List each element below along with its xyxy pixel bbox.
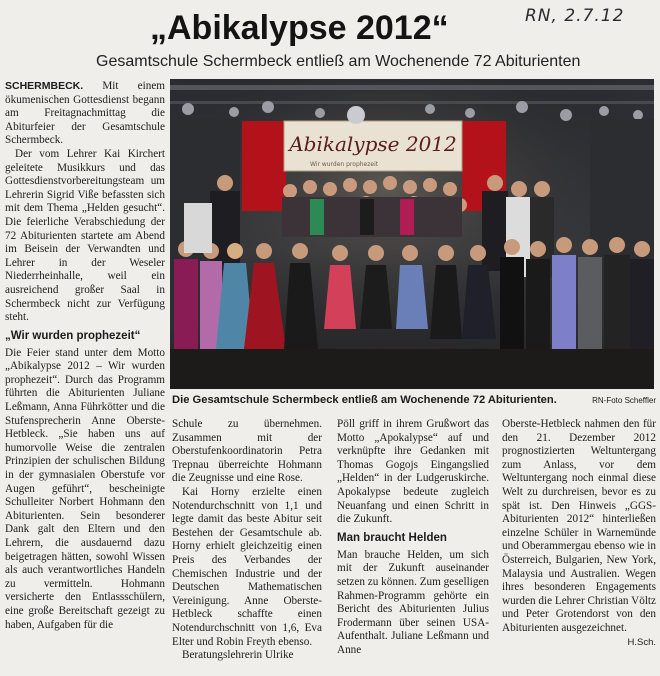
dateline: SCHERMBECK. [5, 80, 84, 92]
paragraph: Man brauche Helden, um sich mit der Zukunft auseinander setzen zu können. Zum geselligen Rahmen-Programm gehörte ein Bericht des Abiturienten Julius Frodermann über seinen USA-Aufenthalt. Juliane Leßmann und Anne [337, 548, 489, 656]
paragraph: Der vom Lehrer Kai Kirchert geleitete Musikkurs und das Gottesdienstvorbereitungsteam um Lehrerin Sigrid Viße befassten sich mit dem Thema „Helden gesucht“. Die feierliche Verabschiedung der 72 Abiturienten startete am Abend im Beisein der Verwandten und Lehrer in der Weseler Niederrheinhalle, weil ein ausreichend großer Saal in Schermbeck nicht zur Verfügung steht. [5, 147, 165, 324]
article-headline: „Abikalypse 2012“ [150, 9, 449, 47]
paragraph: Die Feier stand unter dem Motto „Abikalypse 2012 – Wir wurden prophezeit“. Durch das Programm führten die Abiturienten Juliane Leßmann, Anna Führkötter und die Stufensprecherin Anne Oberste-Hetbleck. „Sie haben uns auf humorvolle Weise die zentralen Prinzipien der schulischen Bildung in der gymnasialen Oberstufe vor Augen geführt“, bescheinigte Schulleiter Norbert Hohmann den Abiturienten. Sein besonderer Dank galt den Eltern und den Lehrern, die ausdauernd dazu beigetragen hätten, sowohl Wissen als auch verantwortliches Handeln zu vermitteln. Hohmann versicherte den Entlassschülern, eine große Bereitschaft gezeigt zu haben, Aufgaben für die [5, 346, 165, 631]
photo-caption: Die Gesamtschule Schermbeck entließ am Wochenende 72 Abiturienten. [172, 394, 557, 406]
photo-credit: RN-Foto Scheffler [592, 396, 656, 405]
banner-text: Abikalypse 2012 [289, 132, 457, 156]
article-subheadline: Gesamtschule Schermbeck entließ am Wochenende 72 Abiturienten [96, 53, 581, 70]
group-photo [170, 79, 654, 389]
article-column-2 [172, 418, 322, 676]
paragraph: Kai Horny erzielte einen Notendurchschnitt von 1,1 und legte damit das beste Abitur seit Bestehen der Gesamtschule ab. Horny erhielt gleichzeitig einen Preis des Verbandes der Chemischen Industrie und der Deutschen Mathematischen Vereinigung. Anne Oberste-Hetbleck schaffte einen Notendurchschnitt von 1,6, Eva Elter und Robin Freyth ebenso. [172, 485, 322, 648]
author-signature: H.Sch. [627, 636, 656, 648]
paragraph: Beratungslehrerin Ulrike [182, 649, 294, 662]
article-column-4 [502, 418, 656, 676]
handwritten-date-note: RN, 2.7.12 [525, 6, 625, 26]
banner-subtext: Wir wurden prophezeit [310, 161, 379, 168]
section-subhead: „Wir wurden prophezeit“ [5, 329, 141, 342]
article-column-3 [337, 418, 489, 676]
section-subhead: Man braucht Helden [337, 531, 447, 544]
paragraph: Oberste-Hetbleck nahmen den für den 21. Dezember 2012 prognostizierten Weltuntergang zum Anlass, vor dem Weltuntergang noch einmal diese Welt zu durchreisen, bevor es zu spät ist. Den Hinweis „GGS-Abiturienten 2012“ hinterließen einzelne Schüler in Warnemünde und Oberammergau ebenso wie in Österreich, Bulgarien, New York, Malaysia und Australien. Wegen ihres besonderen Engagements wurden die Lehrer Christian Völtz und Peter Grotendorst von den Abiturienten ausgezeichnet. [502, 418, 656, 634]
article-column-1 [5, 80, 165, 676]
paragraph: Pöll griff in ihrem Grußwort das Motto „Apokalypse“ auf und verknüpfte ihre Gedanken mit Thomas Gogojs Eingangslied „Helden“ in der Ludgeruskirche. Apokalypse bedeute zugleich Neuanfang und einen Schritt in die Zukunft. [337, 418, 489, 526]
paragraph: Schule zu übernehmen. Zusammen mit der Oberstufenkoordinatorin Petra Trepnau überreichte Hohmann die Zeugnisse und eine Rose. [172, 418, 322, 485]
lead-paragraph: SCHERMBECK. Mit einem ökumenischen Gottesdienst begann am Freitagnachmittag die Abiturfeier der Gesamtschule Schermbeck. [5, 80, 165, 147]
